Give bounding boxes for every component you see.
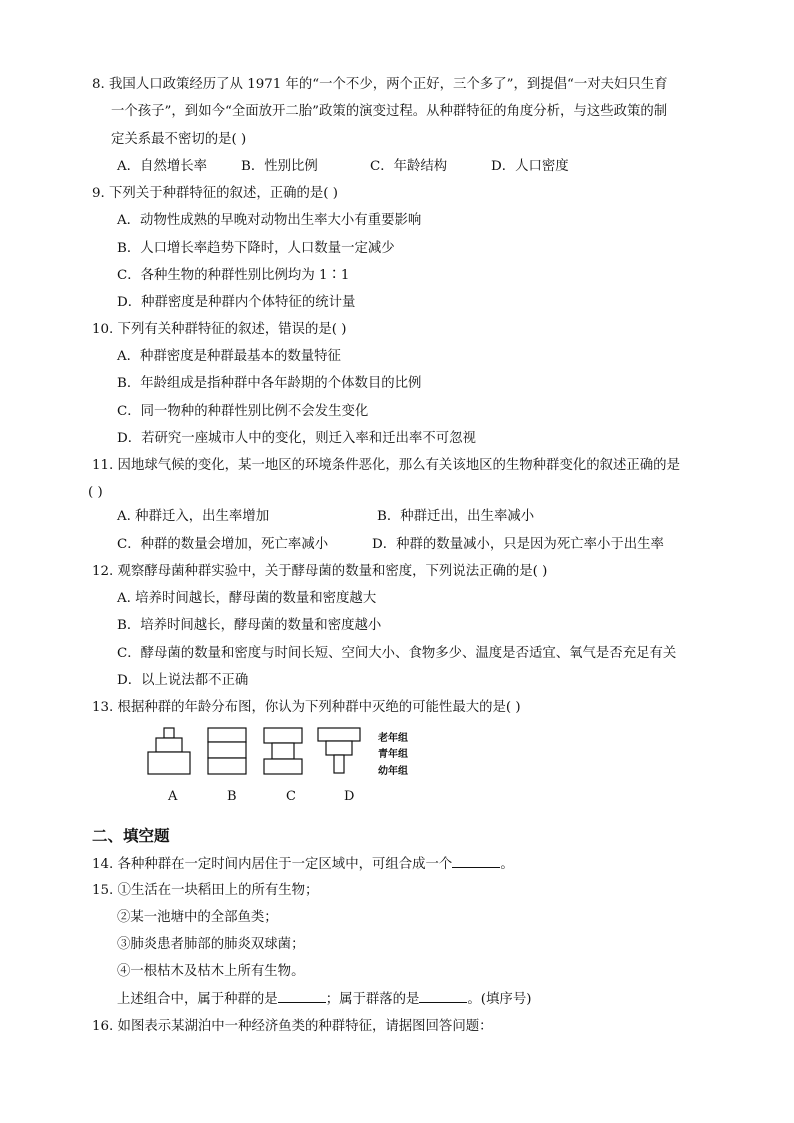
q15-item-1: 15. ①生活在一块稻田上的所有生物； — [92, 883, 319, 898]
q12-option-a: A. 培养时间越长，酵母菌的数量和密度越大 — [117, 591, 377, 606]
q14-line — [92, 855, 514, 874]
q8-line-1: 8. 我国人口政策经历了从 1971 年的“一个不少，两个正好，三个多了”，到提倡“一对夫妇只生育 — [92, 77, 668, 92]
q10-stem: 10. 下列有关种群特征的叙述，错误的是( ) — [92, 322, 347, 337]
q10-option-c: C．同一物种的种群性别比例不会发生变化 — [117, 404, 369, 419]
legend-old: 老年组 — [378, 733, 408, 744]
legend-young: 幼年组 — [378, 766, 408, 777]
figure-label-a: A — [168, 789, 178, 804]
figure-label-b: B — [227, 789, 237, 804]
q11-option-a: A. 种群迁入，出生率增加 — [117, 509, 270, 524]
q10-option-b: B．年龄组成是指种群中各年龄期的个体数目的比例 — [117, 376, 422, 391]
q15-tail-a: 上述组合中，属于种群的是 — [117, 992, 278, 1007]
q12-option-b: B．培养时间越长，酵母菌的数量和密度越小 — [117, 618, 382, 633]
q12-option-d: D．以上说法都不正确 — [117, 673, 249, 688]
q8-option-d: D．人口密度 — [491, 159, 569, 174]
q14-text-before: 14. 各种种群在一定时间内居住于一定区域中，可组合成一个 — [92, 857, 453, 872]
q11-line-2: ( ) — [88, 485, 103, 500]
section-2-title: 二、填空题 — [92, 826, 170, 845]
q9-option-a: A．动物性成熟的早晚对动物出生率大小有重要影响 — [117, 213, 422, 228]
pyramid-c — [264, 728, 302, 774]
q9-option-b: B．人口增长率趋势下降时，人口数量一定减少 — [117, 241, 395, 256]
q11-line-1: 11. 因地球气候的变化，某一地区的环境条件恶化，那么有关该地区的生物种群变化的叙述正确的是 — [92, 458, 680, 473]
pyramid-d — [318, 728, 360, 773]
figure-label-c: C — [286, 789, 296, 804]
q9-option-d: D．种群密度是种群内个体特征的统计量 — [117, 295, 356, 310]
age-pyramid-figure — [140, 722, 380, 778]
q8-line-2: 一个孩子”，到如今“全面放开二胎”政策的演变过程。从种群特征的角度分析，与这些政策的制 — [111, 104, 668, 119]
q12-stem: 12. 观察酵母菌种群实验中，关于酵母菌的数量和密度，下列说法正确的是( ) — [92, 564, 548, 579]
legend-adult: 青年组 — [378, 749, 408, 760]
q15-item-4: ④一根枯木及枯木上所有生物。 — [117, 964, 305, 979]
q11-option-b: B．种群迁出，出生率减小 — [377, 509, 535, 524]
q8-option-c: C．年龄结构 — [370, 159, 448, 174]
q16-stem: 16. 如图表示某湖泊中一种经济鱼类的种群特征，请据图回答问题： — [92, 1019, 493, 1034]
figure-label-d: D — [344, 789, 355, 804]
q15-tail-c: 。(填序号) — [467, 992, 532, 1007]
q11-option-c: C．种群的数量会增加，死亡率减小 — [117, 537, 329, 552]
q15-tail — [117, 990, 531, 1009]
q14-blank[interactable] — [452, 855, 500, 868]
q8-option-a: A．自然增长率 — [117, 159, 208, 174]
pyramid-b — [208, 728, 246, 774]
q15-item-2: ②某一池塘中的全部鱼类； — [117, 910, 278, 925]
q9-stem: 9. 下列关于种群特征的叙述，正确的是( ) — [92, 186, 338, 201]
q8-option-b: B．性别比例 — [241, 159, 318, 174]
q15-blank-community[interactable] — [419, 990, 467, 1003]
q9-option-c: C．各种生物的种群性别比例均为 1∶1 — [117, 268, 350, 283]
q11-option-d: D．种群的数量减小，只是因为死亡率小于出生率 — [372, 537, 664, 552]
q15-blank-population[interactable] — [278, 990, 326, 1003]
q8-line-3: 定关系最不密切的是( ) — [111, 132, 247, 147]
q14-text-after: 。 — [500, 857, 514, 872]
q13-stem: 13. 根据种群的年龄分布图，你认为下列种群中灭绝的可能性最大的是( ) — [92, 700, 521, 715]
q15-tail-b: ；属于群落的是 — [325, 992, 420, 1007]
q12-option-c: C．酵母菌的数量和密度与时间长短、空间大小、食物多少、温度是否适宜、氧气是否充足有关 — [117, 646, 677, 661]
pyramid-a — [148, 728, 190, 774]
q10-option-a: A．种群密度是种群最基本的数量特征 — [117, 349, 341, 364]
q10-option-d: D．若研究一座城市人中的变化，则迁入率和迁出率不可忽视 — [117, 431, 476, 446]
q15-item-3: ③肺炎患者肺部的肺炎双球菌； — [117, 937, 305, 952]
